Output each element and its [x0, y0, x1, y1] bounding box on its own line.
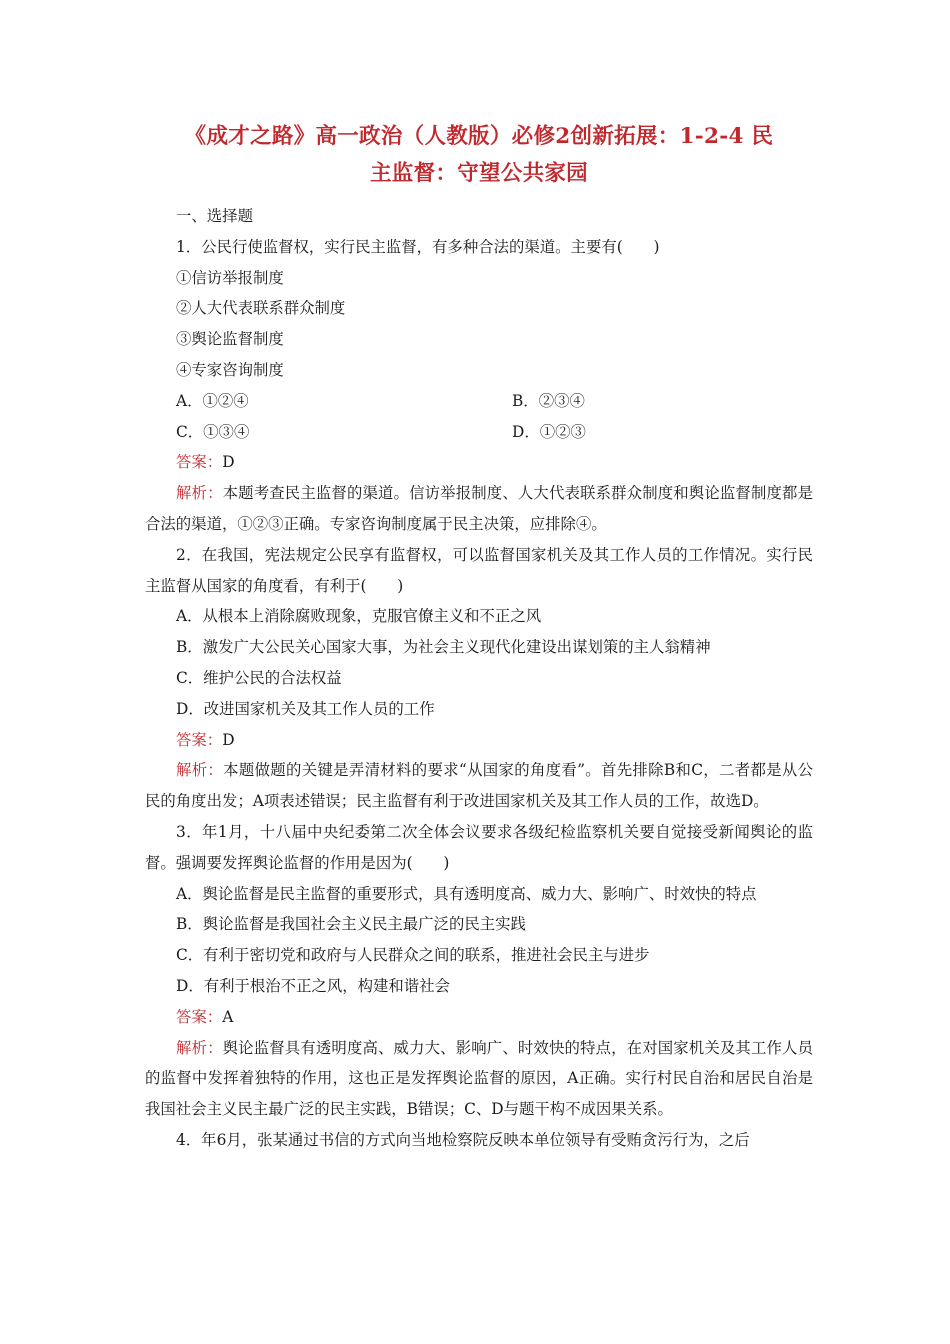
question-1-analysis [145, 478, 813, 540]
question-1-options-row-1 [145, 386, 813, 417]
question-3 [145, 817, 813, 1125]
question-3-stem: 3．年1月，十八届中央纪委第二次全体会议要求各级纪检监察机关要自觉接受新闻舆论的监督。强调要发挥舆论监督的作用是因为( ) [145, 822, 813, 872]
question-4-stem: 4．年6月，张某通过书信的方式向当地检察院反映本单位领导有受贿贪污行为，之后 [176, 1130, 750, 1149]
question-1-options-row-2 [145, 417, 813, 448]
question-2-option-d: D．改进国家机关及其工作人员的工作 [176, 699, 435, 718]
document-title [145, 118, 813, 192]
question-2-analysis [145, 755, 813, 817]
question-4 [145, 1125, 813, 1156]
section-heading: 一、选择题 [176, 207, 253, 225]
answer-label: 答案： [176, 453, 223, 472]
question-1 [145, 232, 813, 540]
question-1-option-d: D．①②③ [512, 422, 586, 441]
question-3-answer [145, 1002, 813, 1033]
question-2-stem: 2．在我国，宪法规定公民享有监督权，可以监督国家机关及其工作人员的工作情况。实行民主监督从国家的角度看，有利于( ) [145, 545, 813, 595]
question-3-option-b: B．舆论监督是我国社会主义民主最广泛的民主实践 [176, 915, 526, 934]
analysis-label: 解析： [176, 761, 224, 780]
title-line-1: 《成才之路》高一政治（人教版）必修2创新拓展：1-2-4 民 [184, 124, 774, 149]
question-1-item-1: ①信访举报制度 [176, 268, 284, 287]
question-1-stem: 1．公民行使监督权，实行民主监督，有多种合法的渠道。主要有( ) [176, 237, 660, 256]
question-3-option-c: C．有利于密切党和政府与人民群众之间的联系，推进社会民主与进步 [176, 946, 650, 965]
question-1-item-4: ④专家咨询制度 [176, 360, 284, 379]
question-2-answer [145, 725, 813, 756]
answer-label: 答案： [176, 730, 223, 749]
question-3-option-a: A．舆论监督是民主监督的重要形式，具有透明度高、威力大、影响广、时效快的特点 [176, 884, 757, 903]
document-page [145, 118, 813, 1156]
analysis-label: 解析： [176, 484, 223, 503]
question-1-option-c: C．①③④ [176, 422, 250, 441]
question-1-answer [145, 447, 813, 478]
question-2 [145, 540, 813, 817]
answer-label: 答案： [176, 1007, 223, 1026]
question-3-analysis [145, 1033, 813, 1125]
title-line-2: 主监督：守望公共家园 [369, 161, 588, 186]
answer-value: D [222, 730, 235, 749]
analysis-text: 本题考查民主监督的渠道。信访举报制度、人大代表联系群众制度和舆论监督制度都是合法的渠道，①②③正确。专家咨询制度属于民主决策，应排除④。 [145, 484, 813, 533]
question-1-option-b: B．②③④ [512, 391, 585, 410]
analysis-text: 舆论监督具有透明度高、威力大、影响广、时效快的特点，在对国家机关及其工作人员的监督中发挥着独特的作用，这也正是发挥舆论监督的原因，A正确。实行村民自治和居民自治是我国社会主义民主最广泛的民主实践，B错误；C、D与题干构不成因果关系。 [145, 1038, 813, 1119]
answer-value: A [222, 1007, 234, 1026]
analysis-label: 解析： [176, 1038, 223, 1057]
analysis-text: 本题做题的关键是弄清材料的要求“从国家的角度看”。首先排除B和C，二者都是从公民的角度出发；A项表述错误；民主监督有利于改进国家机关及其工作人员的工作，故选D。 [145, 761, 813, 811]
question-2-option-a: A．从根本上消除腐败现象，克服官僚主义和不正之风 [176, 607, 542, 626]
question-1-option-a: A．①②④ [176, 391, 249, 410]
answer-value: D [222, 453, 235, 472]
question-3-option-d: D．有利于根治不正之风，构建和谐社会 [176, 976, 450, 995]
question-2-option-b: B．激发广大公民关心国家大事，为社会主义现代化建设出谋划策的主人翁精神 [176, 638, 711, 657]
question-1-item-2: ②人大代表联系群众制度 [176, 299, 346, 318]
question-1-item-3: ③舆论监督制度 [176, 330, 284, 349]
question-2-option-c: C．维护公民的合法权益 [176, 668, 342, 687]
